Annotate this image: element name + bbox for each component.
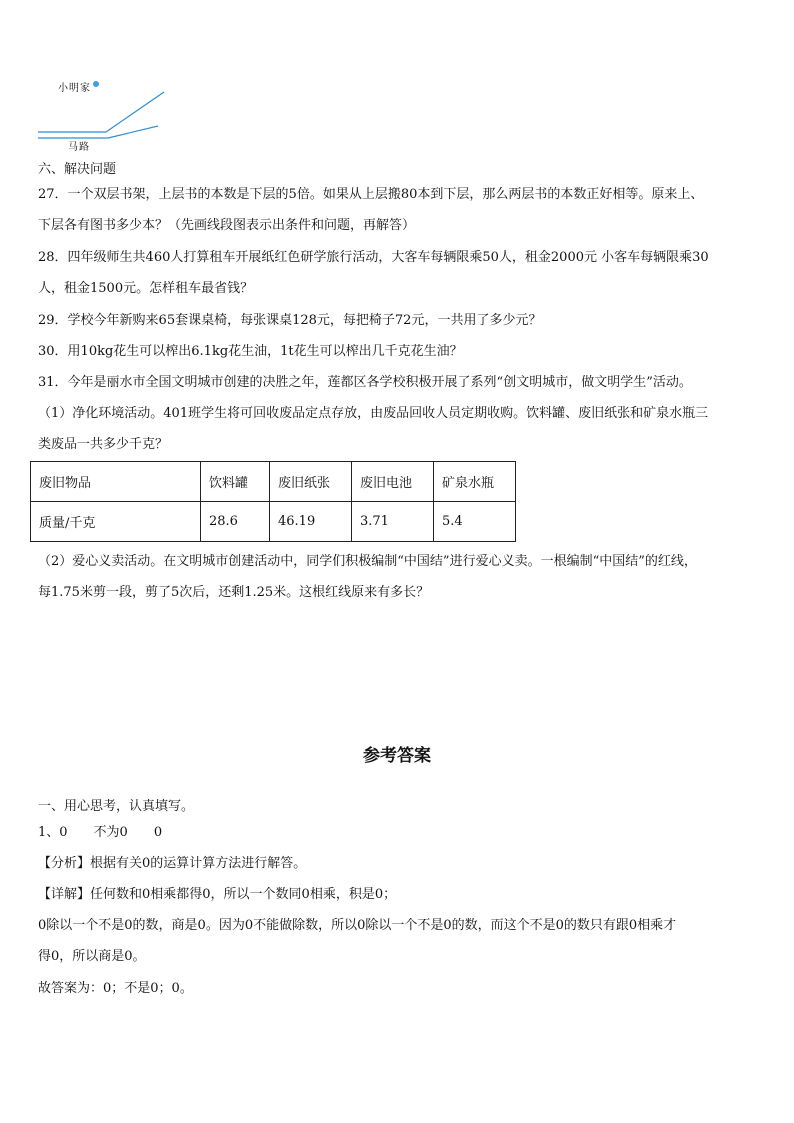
waste-table xyxy=(30,461,516,542)
section-heading: 六、解决问题 xyxy=(38,162,117,177)
question-28-cont: 人，租金1500元。怎样租车最省钱？ xyxy=(38,281,254,296)
answers-title: 参考答案 xyxy=(363,746,431,766)
question-31-part1-cont: 类废品一共多少千克？ xyxy=(38,437,169,452)
table-cell: 矿泉水瓶 xyxy=(434,462,516,502)
question-30: 30．用10kg花生可以榨出6.1kg花生油，1t花生可以榨出几千克花生油？ xyxy=(38,344,463,359)
question-27-cont: 下层各有图书多少本？（先画线段图表示出条件和问题，再解答） xyxy=(38,218,416,233)
answer-analysis: 【分析】根据有关0的运算计算方法进行解答。 xyxy=(38,856,307,871)
answers-section-heading: 一、用心思考，认真填写。 xyxy=(38,799,195,814)
table-cell: 废旧物品 xyxy=(31,462,201,502)
table-cell: 28.6 xyxy=(201,502,270,542)
question-29: 29．学校今年新购来65套课桌椅，每张课桌128元，每把椅子72元，一共用了多少元？ xyxy=(38,313,542,328)
question-31-part2: （2）爱心义卖活动。在文明城市创建活动中，同学们积极编制“中国结”进行爱心义卖。一根编制“中国结”的红线， xyxy=(38,554,697,569)
table-cell: 3.71 xyxy=(352,502,434,542)
answer-detail-2-cont: 得0，所以商是0。 xyxy=(38,949,146,964)
question-28: 28．四年级师生共460人打算租车开展纸红色研学旅行活动，大客车每辆限乘50人，租金2000元 小客车每辆限乘30 xyxy=(38,250,709,265)
answer-detail-2: 0除以一个不是0的数，商是0。因为0不能做除数，所以0除以一个不是0的数，而这个不是0的数只有跟0相乘才 xyxy=(38,918,677,933)
table-cell: 5.4 xyxy=(434,502,516,542)
table-cell: 饮料罐 xyxy=(201,462,270,502)
answer-1: 1、0 不为0 0 xyxy=(38,825,163,840)
table-header-row xyxy=(31,462,516,502)
question-31: 31．今年是丽水市全国文明城市创建的决胜之年，莲都区各学校积极开展了系列“创文明城市，做文明学生”活动。 xyxy=(38,375,692,390)
table-row xyxy=(31,502,516,542)
road-diagram xyxy=(34,78,174,148)
answer-final: 故答案为：0；不是0；0。 xyxy=(38,981,193,996)
question-27: 27．一个双层书架，上层书的本数是下层的5倍。如果从上层搬80本到下层，那么两层书的本数正好相等。原来上、 xyxy=(38,187,704,202)
answer-detail: 【详解】任何数和0相乘都得0，所以一个数同0相乘，积是0； xyxy=(38,887,397,902)
table-cell: 质量/千克 xyxy=(31,502,201,542)
table-cell: 废旧纸张 xyxy=(270,462,352,502)
question-31-part2-cont: 每1.75米剪一段，剪了5次后，还剩1.25米。这根红线原来有多长？ xyxy=(38,585,430,600)
road-label: 马路 xyxy=(68,142,90,153)
home-label: 小明家 xyxy=(58,83,91,94)
home-dot xyxy=(93,81,99,87)
road-edge-upper xyxy=(38,92,164,132)
table-cell: 46.19 xyxy=(270,502,352,542)
question-31-part1: （1）净化环境活动。401班学生将可回收废品定点存放，由废品回收人员定期收购。饮料罐、废旧纸张和矿泉水瓶三 xyxy=(38,406,709,421)
table-cell: 废旧电池 xyxy=(352,462,434,502)
